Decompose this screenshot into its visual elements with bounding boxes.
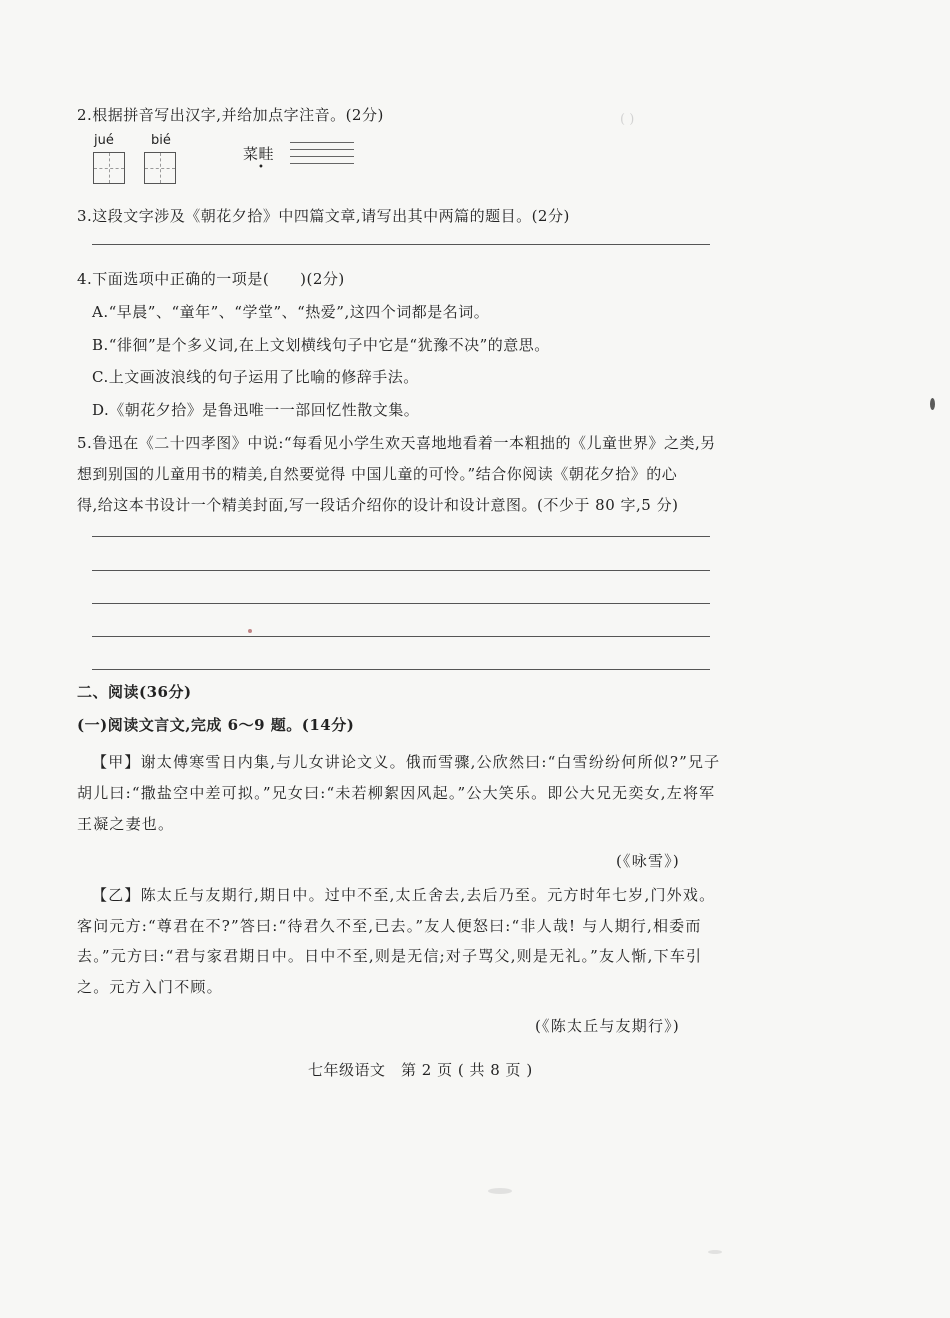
passage-jia-line2: 胡儿曰:“撒盐空中差可拟。”兄女曰:“未若柳絮因风起。”公大笑乐。即公大兄无奕女,左将军	[77, 784, 716, 802]
bleed-through	[640, 400, 653, 419]
scan-mark	[708, 1250, 722, 1254]
answer-line[interactable]	[92, 570, 710, 571]
passage-jia-line1: 【甲】谢太傅寒雪日内集,与儿女讲论文义。俄而雪骤,公欣然曰:“白雪纷纷何所似?”兄子	[92, 753, 721, 771]
bleed-through: ( )	[620, 112, 661, 127]
answer-line[interactable]	[92, 536, 710, 537]
question-4: 4.下面选项中正确的一项是( )(2分)	[77, 270, 345, 288]
passage-yi-line2: 客问元方:“尊君在不?”答曰:“待君久不至,已去。”友人便怒曰:“非人哉! 与人期行,相委而	[77, 917, 702, 935]
scan-mark	[930, 398, 935, 410]
emphasis-dot: •	[258, 162, 264, 173]
answer-line[interactable]	[92, 244, 710, 245]
question-2: 2.根据拼音写出汉字,并给加点字注音。(2分)	[77, 106, 384, 124]
passage-yi-source: (《陈太丘与友期行》)	[535, 1017, 680, 1035]
scan-mark	[248, 629, 252, 633]
answer-line[interactable]	[92, 669, 710, 670]
word-caiqi: 菜畦	[243, 145, 275, 163]
pinyin-answer-line[interactable]	[290, 163, 354, 164]
question-5-line3: 得,给这本书设计一个精美封面,写一段话介绍你的设计和设计意图。(不少于 80 字,5 分)	[77, 496, 679, 514]
answer-line[interactable]	[92, 603, 710, 604]
question-3: 3.这段文字涉及《朝花夕拾》中四篇文章,请写出其中两篇的题目。(2分)	[77, 207, 570, 225]
option-b: B.“徘徊”是个多义词,在上文划横线句子中它是“犹豫不决”的意思。	[92, 336, 550, 354]
option-d: D.《朝花夕拾》是鲁迅唯一一部回忆性散文集。	[92, 401, 420, 419]
pinyin-answer-line[interactable]	[290, 156, 354, 157]
pinyin-answer-line[interactable]	[290, 142, 354, 143]
passage-yi-line1: 【乙】陈太丘与友期行,期日中。过中不至,太丘舍去,去后乃至。元方时年七岁,门外戏。	[92, 886, 716, 904]
question-5-line2: 想到别国的儿童用书的精美,自然要觉得 中国儿童的可怜。”结合你阅读《朝花夕拾》的心	[77, 465, 678, 483]
option-a: A.“早晨”、“童年”、“学堂”、“热爱”,这四个词都是名词。	[92, 303, 490, 321]
bleed-through	[620, 205, 646, 224]
pinyin-2: bié	[151, 133, 171, 148]
subsection-title: (一)阅读文言文,完成 6～9 题。(14分)	[77, 716, 355, 734]
section-title: 二、阅读(36分)	[77, 683, 192, 701]
answer-box-2[interactable]	[144, 152, 176, 184]
passage-jia-source: (《咏雪》)	[616, 852, 680, 870]
option-c: C.上文画波浪线的句子运用了比喻的修辞手法。	[92, 368, 419, 386]
passage-yi-line3: 去。”元方曰:“君与家君期日中。日中不至,则是无信;对子骂父,则是无礼。”友人惭,下车引	[77, 947, 703, 965]
pinyin-answer-line[interactable]	[290, 149, 354, 150]
answer-line[interactable]	[92, 636, 710, 637]
page-footer: 七年级语文 第 2 页 ( 共 8 页 )	[308, 1061, 533, 1079]
question-5-line1: 5.鲁迅在《二十四孝图》中说:“每看见小学生欢天喜地地看着一本粗拙的《儿童世界》之类,另	[77, 434, 716, 452]
passage-yi-line4: 之。元方入门不顾。	[77, 978, 223, 996]
answer-box-1[interactable]	[93, 152, 125, 184]
pinyin-1: jué	[94, 133, 114, 148]
passage-jia-line3: 王凝之妻也。	[77, 815, 175, 833]
scan-mark	[488, 1188, 512, 1194]
